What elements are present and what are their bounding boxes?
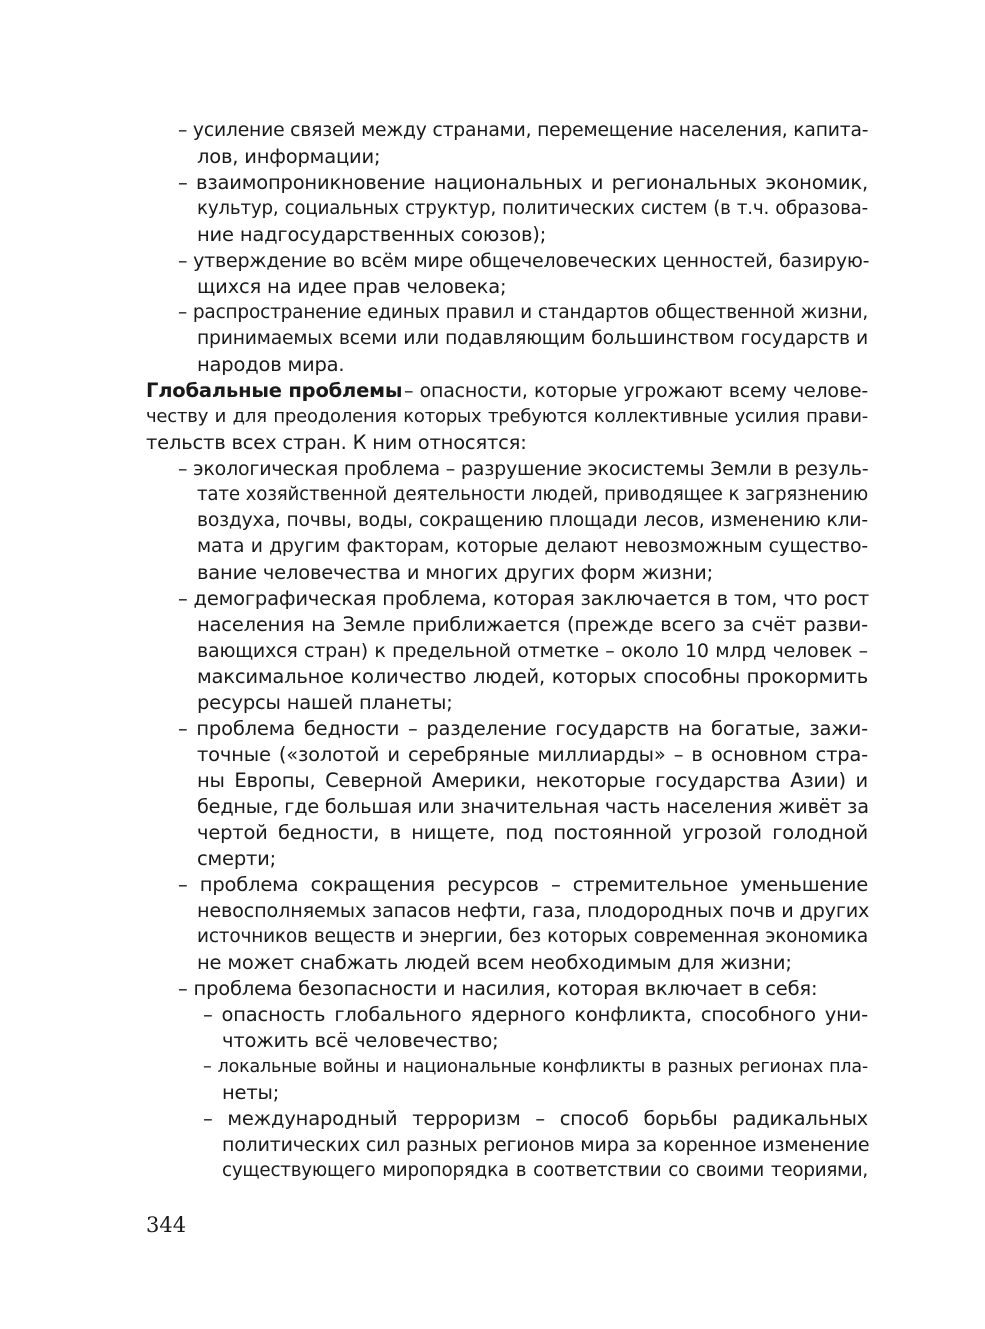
text-line: лов, информации; [197, 145, 381, 168]
text-line: смерти; [197, 847, 277, 870]
text-line: существующего миропорядка в соответствии со своими теориями, [222, 1160, 868, 1181]
text-line: – локальные войны и национальные конфликты в разных регионах пла- [203, 1057, 868, 1077]
text-line: вающихся стран) к предельной отметке – около 10 млрд человек – [197, 640, 868, 662]
text-line: чтожить всё человечество; [222, 1029, 499, 1052]
text-line: воздуха, почвы, воды, сокращению площади лесов, изменению кли- [197, 510, 868, 531]
text-line: источников веществ и энергии, без которых современная экономика [197, 926, 868, 947]
text-line: ние надгосударственных союзов); [197, 223, 547, 246]
text-line: честву и для преодоления которых требуются коллективные усилия прави- [146, 406, 868, 427]
text-line: ресурсы нашей планеты; [197, 691, 453, 714]
text-line: точные («золотой и серебряные миллиарды» – в основном стра- [197, 743, 868, 766]
text-line: принимаемых всеми или подавляющим большинством государств и [197, 328, 868, 349]
text-line: чертой бедности, в нищете, под постоянной угрозой голодной [197, 821, 868, 844]
term-heading: Глобальные проблемы [146, 379, 403, 402]
text-line: ны Европы, Северной Америки, некоторые государства Азии) и [197, 769, 868, 792]
text-line: максимальное количество людей, которых способны прокормить [197, 665, 868, 688]
text-line: – усиление связей между странами, перемещение населения, капита- [178, 120, 869, 141]
text-line: – экологическая проблема – разрушение экосистемы Земли в резуль- [178, 458, 869, 480]
text-line: культур, социальных структур, политических систем (в т.ч. образова- [197, 198, 868, 219]
text-line: тате хозяйственной деятельности людей, приводящее к загрязнению [197, 484, 868, 505]
text-line: народов мира. [197, 353, 345, 376]
text-line: населения на Земле приближается (прежде всего за счёт разви- [197, 613, 868, 636]
text-line: – распространение единых правил и стандартов общественной жизни, [178, 302, 868, 323]
text-line: вание человечества и многих других форм жизни; [197, 561, 713, 584]
text-line: мата и другим факторам, которые делают невозможным существо- [197, 536, 868, 557]
text-line: тельств всех стран. К ним относятся: [146, 431, 527, 454]
text-line: щихся на идее прав человека; [197, 275, 507, 298]
text-line: – проблема сокращения ресурсов – стремительное уменьшение [178, 873, 868, 896]
text-line: – опасности, которые угрожают всему челове- [404, 380, 868, 402]
page-number: 344 [146, 1213, 187, 1237]
text-line: – международный терроризм – способ борьбы радикальных [203, 1107, 868, 1130]
text-line: – взаимопроникновение национальных и региональных экономик, [178, 171, 868, 194]
text-line: – проблема бедности – разделение государств на богатые, зажи- [178, 717, 868, 740]
text-line: политических сил разных регионов мира за коренное изменение [222, 1134, 870, 1156]
text-line: – демографическая проблема, которая заключается в том, что рост [178, 587, 870, 610]
text-line: – опасность глобального ядерного конфликта, способного уни- [203, 1003, 868, 1026]
text-line: не может снабжать людей всем необходимым для жизни; [197, 951, 792, 974]
text-line: бедные, где большая или значительная часть населения живёт за [197, 795, 869, 818]
text-line: неты; [222, 1081, 280, 1104]
text-line: невосполняемых запасов нефти, газа, плодородных почв и других [197, 899, 870, 922]
text-line: – проблема безопасности и насилия, которая включает в себя: [178, 977, 818, 1000]
text-line: – утверждение во всём мире общечеловеческих ценностей, базирую- [178, 250, 870, 272]
